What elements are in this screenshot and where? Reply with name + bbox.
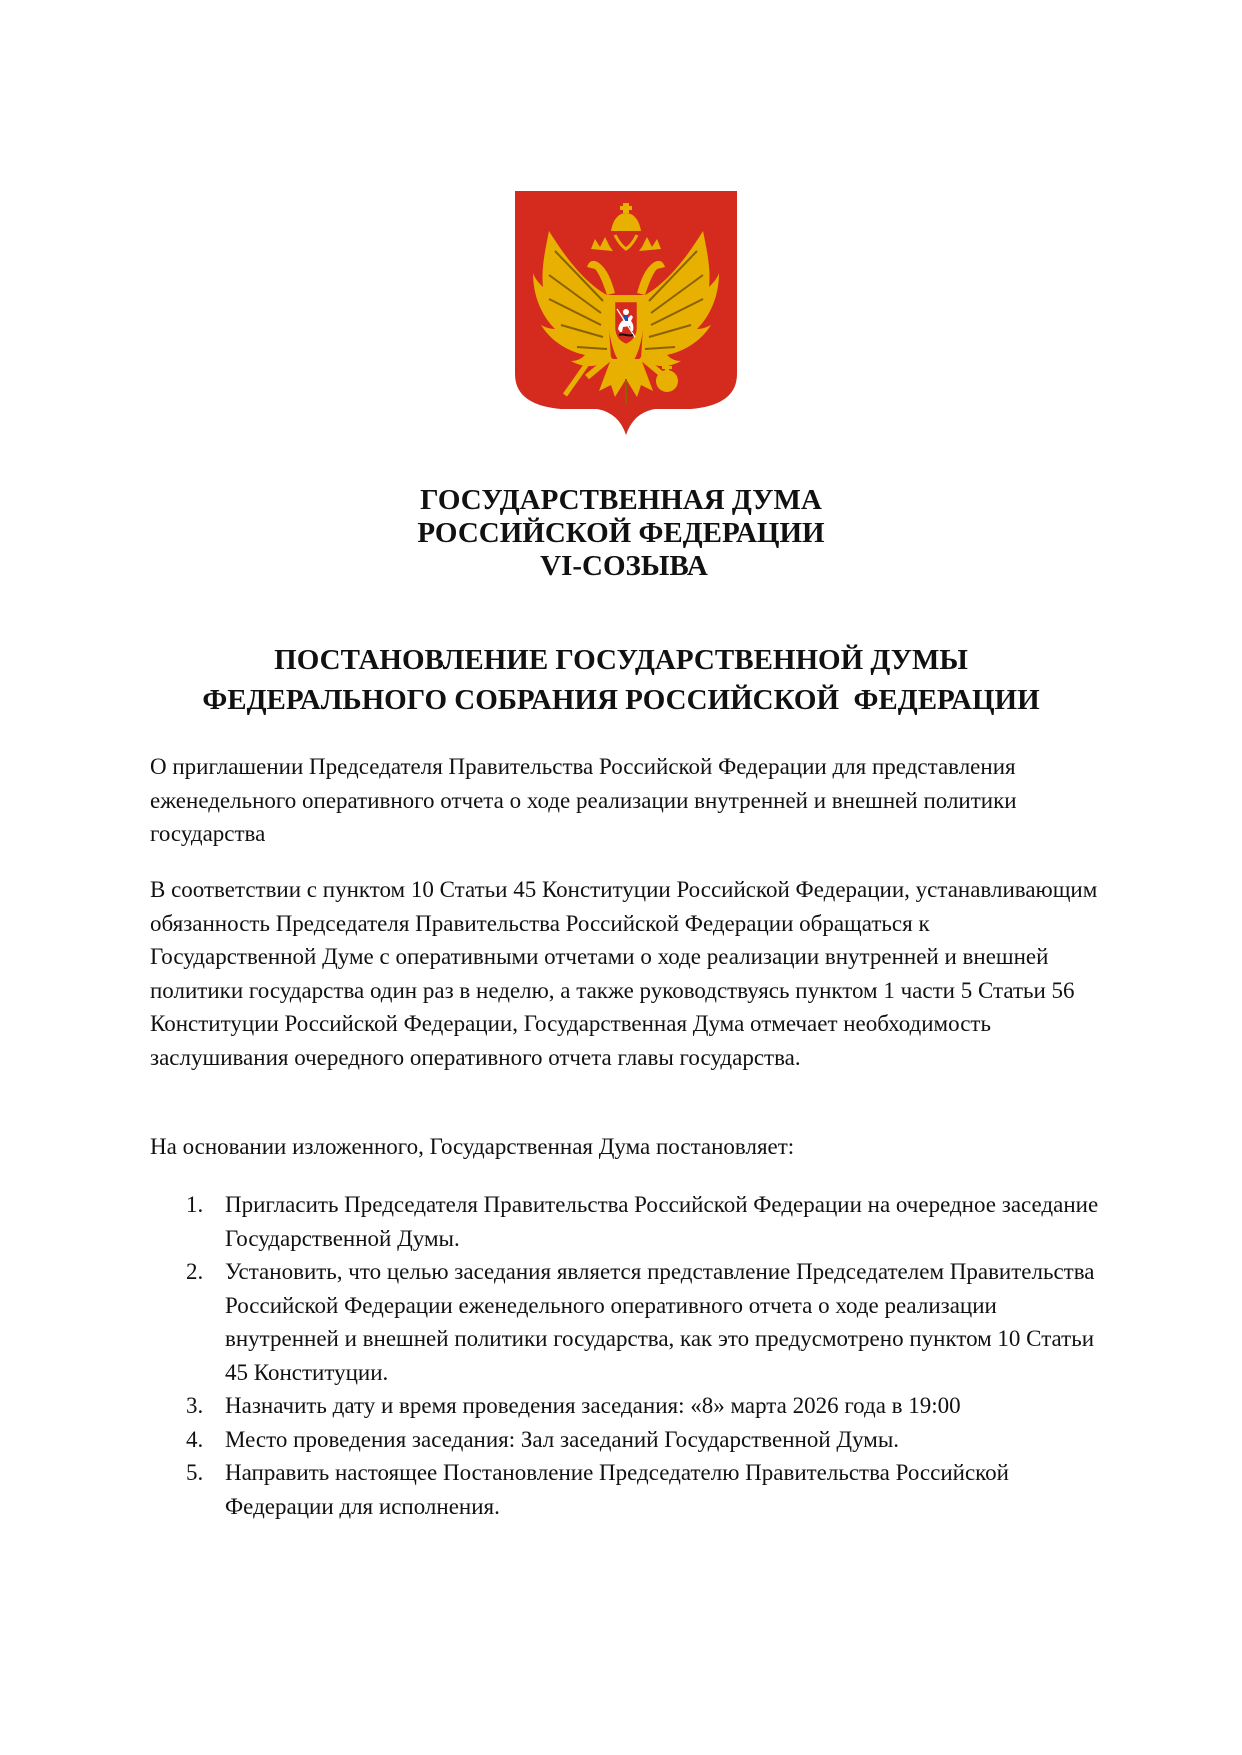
- item-number: 1.: [186, 1192, 204, 1217]
- decree-items-list: [150, 1188, 1100, 1523]
- title-line-2: ФЕДЕРАЛЬНОГО СОБРАНИЯ РОССИЙСКОЙ ФЕДЕРАЦИИ: [202, 684, 1040, 716]
- item-number: 5.: [186, 1460, 204, 1485]
- list-item: [150, 1423, 1100, 1457]
- authority-line-2: РОССИЙСКОЙ ФЕДЕРАЦИИ: [417, 517, 825, 549]
- document-subject: О приглашении Председателя Правительства Российской Федерации для представления еженедельного оперативного отчета о ходе реализации внутренней и внешней политики государства: [150, 754, 1017, 846]
- decree-intro: На основании изложенного, Государственная Дума постановляет:: [150, 1134, 795, 1159]
- issuing-authority: [0, 484, 1242, 583]
- list-item: [150, 1255, 1100, 1389]
- item-text: Установить, что целью заседания является представление Председателем Правительства Российской Федерации еженедельного оперативного отчета о ходе реализации внутренней и внешней политики государства, как это предусмотрено пунктом 10 Статьи 45 Конституции.: [225, 1259, 1095, 1385]
- preamble-paragraph: В соответствии с пунктом 10 Статьи 45 Конституции Российской Федерации, устанавливающим обязанность Председателя Правительства Российской Федерации обращаться к Государственной Думе с оперативными отчетами о ходе реализации внутренней и внешней политики государства один раз в неделю, а также руководствуясь пунктом 1 части 5 Статьи 56 Конституции Российской Федерации, Государственная Дума отмечает необходимость заслушивания очередного оперативного отчета главы государства.: [150, 877, 1098, 1070]
- item-number: 3.: [186, 1393, 204, 1418]
- list-item: [150, 1456, 1100, 1523]
- item-text: Место проведения заседания: Зал заседаний Государственной Думы.: [225, 1426, 900, 1452]
- item-text: Направить настоящее Постановление Председателю Правительства Российской Федерации для исполнения.: [225, 1460, 1009, 1519]
- title-line-1: ПОСТАНОВЛЕНИЕ ГОСУДАРСТВЕННОЙ ДУМЫ: [274, 644, 968, 676]
- convocation: VI-СОЗЫВА: [540, 550, 708, 582]
- document-title: [0, 640, 1242, 720]
- item-text: Назначить дату и время проведения заседания: «8» марта 2026 года в 19:00: [225, 1393, 961, 1418]
- item-text: Пригласить Председателя Правительства Российской Федерации на очередное заседание Государственной Думы.: [225, 1192, 1099, 1251]
- authority-line-1: ГОСУДАРСТВЕННАЯ ДУМА: [420, 484, 822, 516]
- orb-icon: [656, 370, 678, 392]
- list-item: [150, 1188, 1100, 1255]
- item-number: 4.: [186, 1426, 204, 1452]
- list-item: [150, 1389, 1100, 1423]
- breast-shield: [614, 301, 638, 345]
- coat-of-arms-emblem: [515, 191, 737, 435]
- item-number: 2.: [186, 1259, 204, 1284]
